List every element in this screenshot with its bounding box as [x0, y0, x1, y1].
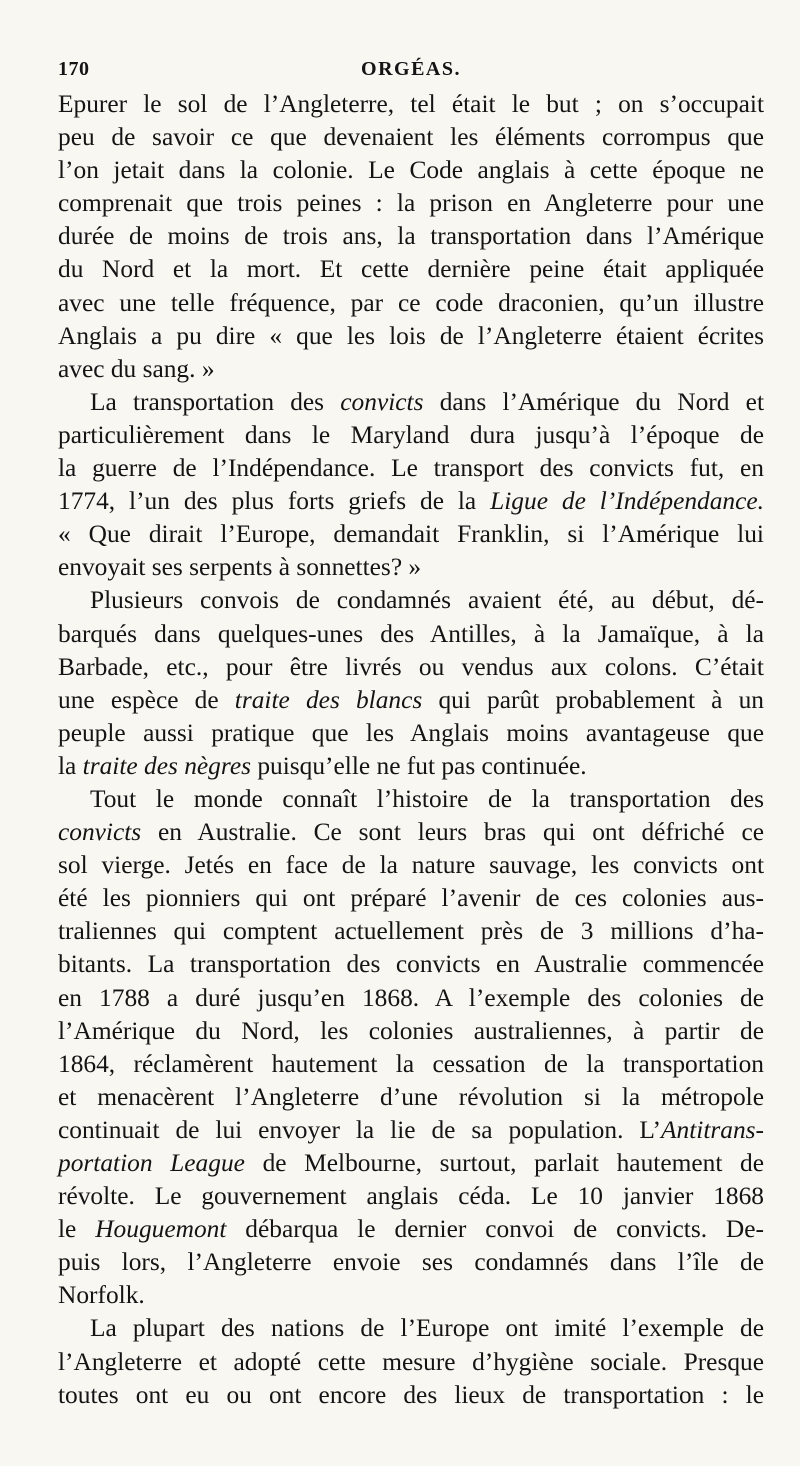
text-line — [58, 982, 764, 1015]
text-line — [58, 452, 764, 485]
text-line — [58, 386, 764, 419]
text-run: et menacèrent l’Angleterre d’une révolution si la métropole — [58, 1082, 764, 1111]
text-run: puisqu’elle ne fut pas continuée. — [250, 751, 587, 780]
text-line — [58, 1081, 764, 1114]
text-run: sol vierge. Jetés en face de la nature sauvage, les convicts ont — [58, 851, 764, 880]
text-line — [58, 651, 764, 684]
text-run: qui parût probablement à un — [422, 685, 764, 714]
italic-text: Antitrans- — [661, 1115, 764, 1144]
text-line — [58, 750, 764, 783]
text-run: peu de savoir ce que devenaient les éléments corrompus que — [58, 123, 764, 152]
italic-text: traite des blancs — [234, 685, 423, 714]
text-run: La plupart des nations de l’Europe ont imité l’exemple de — [90, 1314, 764, 1343]
text-line — [58, 419, 764, 452]
text-run: traliennes qui comptent actuellement près de 3 millions d’ha- — [58, 917, 764, 946]
text-line — [58, 1379, 764, 1412]
text-line — [58, 253, 764, 286]
text-line — [58, 485, 764, 518]
text-line — [58, 1048, 764, 1081]
text-line — [58, 187, 764, 220]
text-run: Epurer le sol de l’Angleterre, tel était le but ; on s’occupait — [58, 90, 764, 118]
text-line — [58, 1246, 764, 1279]
text-run: une espèce de — [58, 685, 235, 714]
text-line — [58, 353, 764, 386]
text-line — [58, 584, 764, 617]
text-run: débarqua le dernier convoi de convicts. De- — [226, 1215, 764, 1244]
text-line — [58, 518, 764, 551]
text-line — [58, 783, 764, 816]
text-line — [58, 1180, 764, 1213]
paragraph — [58, 783, 764, 1313]
text-run: la guerre de l’Indépendance. Le transport des convicts fut, en — [58, 454, 764, 483]
text-run: l’on jetait dans la colonie. Le Code anglais à cette époque ne — [58, 156, 764, 185]
text-run: 1864, réclamèrent hautement la cessation de la transportation — [58, 1049, 764, 1078]
text-line — [58, 1213, 764, 1246]
text-run: puis lors, l’Angleterre envoie ses condamnés dans l’île de — [58, 1248, 764, 1277]
text-line — [58, 320, 764, 353]
text-line — [58, 121, 764, 154]
text-run: Plusieurs convois de condamnés avaient été, au début, dé- — [90, 586, 764, 615]
text-run: Norfolk. — [58, 1281, 145, 1310]
page-header — [58, 58, 764, 86]
text-line — [58, 154, 764, 187]
text-line — [58, 1147, 764, 1180]
italic-text: convicts — [58, 818, 142, 847]
running-title: ORGÉAS. — [361, 58, 461, 80]
body-text — [58, 88, 764, 1412]
text-line — [58, 1015, 764, 1048]
text-run: envoyait ses serpents à sonnettes? » — [58, 553, 422, 582]
text-run: barqués dans quelques-unes des Antilles, à la Jamaïque, à la — [58, 619, 764, 648]
text-line — [58, 948, 764, 981]
text-run: « Que dirait l’Europe, demandait Franklin, si l’Amérique lui — [58, 520, 764, 549]
text-line — [58, 88, 764, 121]
italic-text: traite des nègres — [82, 751, 251, 780]
italic-text: Houguemont — [95, 1215, 227, 1244]
text-run: l’Angleterre et adopté cette mesure d’hygiène sociale. Presque — [58, 1347, 764, 1376]
text-run: dans l’Amérique du Nord et — [423, 387, 764, 416]
text-run: Barbade, etc., pour être livrés ou vendus aux colons. C’était — [58, 652, 764, 681]
text-run: de Melbourne, surtout, parlait hautement de — [244, 1149, 764, 1177]
text-run: durée de moins de trois ans, la transportation dans l’Amérique — [58, 222, 764, 251]
paragraph — [58, 584, 764, 783]
text-line — [58, 551, 764, 584]
text-run: avec une telle fréquence, par ce code draconien, qu’un illustre — [58, 288, 764, 317]
text-run: été les pionniers qui ont préparé l’avenir de ces colonies aus- — [58, 884, 764, 913]
text-run: en Australie. Ce sont leurs bras qui ont défriché ce — [141, 818, 764, 847]
paragraph — [58, 1312, 764, 1411]
italic-text: convicts — [340, 387, 424, 416]
text-run: avec du sang. » — [58, 354, 215, 383]
text-line — [58, 1279, 764, 1312]
text-line — [58, 717, 764, 750]
italic-text: Ligue de l’Indépendance. — [490, 487, 765, 516]
paragraph — [58, 88, 764, 386]
text-line — [58, 287, 764, 320]
text-run: l’Amérique du Nord, les colonies australiennes, à partir de — [58, 1016, 764, 1045]
text-line — [58, 915, 764, 948]
text-run: toutes ont eu ou ont encore des lieux de transportation : le — [58, 1380, 764, 1409]
text-line — [58, 1114, 764, 1147]
text-run: Tout le monde connaît l’histoire de la transportation des — [90, 784, 764, 813]
text-run: du Nord et la mort. Et cette dernière peine était appliquée — [58, 255, 764, 284]
text-line — [58, 882, 764, 915]
text-run: 1774, l’un des plus forts griefs de la — [58, 487, 491, 516]
text-line — [58, 618, 764, 651]
text-line — [58, 1312, 764, 1345]
text-line — [58, 220, 764, 253]
text-run: peuple aussi pratique que les Anglais moins avantageuse que — [58, 718, 764, 747]
text-run: le — [58, 1215, 96, 1244]
text-line — [58, 849, 764, 882]
text-run: en 1788 a duré jusqu’en 1868. A l’exemple des colonies de — [58, 983, 764, 1012]
text-line — [58, 684, 764, 717]
text-run: La transportation des — [90, 387, 341, 416]
text-run: Anglais a pu dire « que les lois de l’Angleterre étaient écrites — [58, 321, 764, 350]
text-line — [58, 1346, 764, 1379]
text-run: révolte. Le gouvernement anglais céda. Le 10 janvier 1868 — [58, 1182, 764, 1211]
text-run: bitants. La transportation des convicts en Australie commencée — [58, 950, 764, 979]
text-line — [58, 816, 764, 849]
page-number: 170 — [58, 58, 90, 80]
text-run: comprenait que trois peines : la prison en Angleterre pour une — [58, 189, 764, 218]
paragraph — [58, 386, 764, 585]
italic-text: portation League — [58, 1149, 245, 1177]
text-run: la — [58, 751, 83, 780]
text-run: continuait de lui envoyer la lie de sa population. L’ — [58, 1115, 662, 1144]
text-run: particulièrement dans le Maryland dura jusqu’à l’époque de — [58, 420, 764, 449]
